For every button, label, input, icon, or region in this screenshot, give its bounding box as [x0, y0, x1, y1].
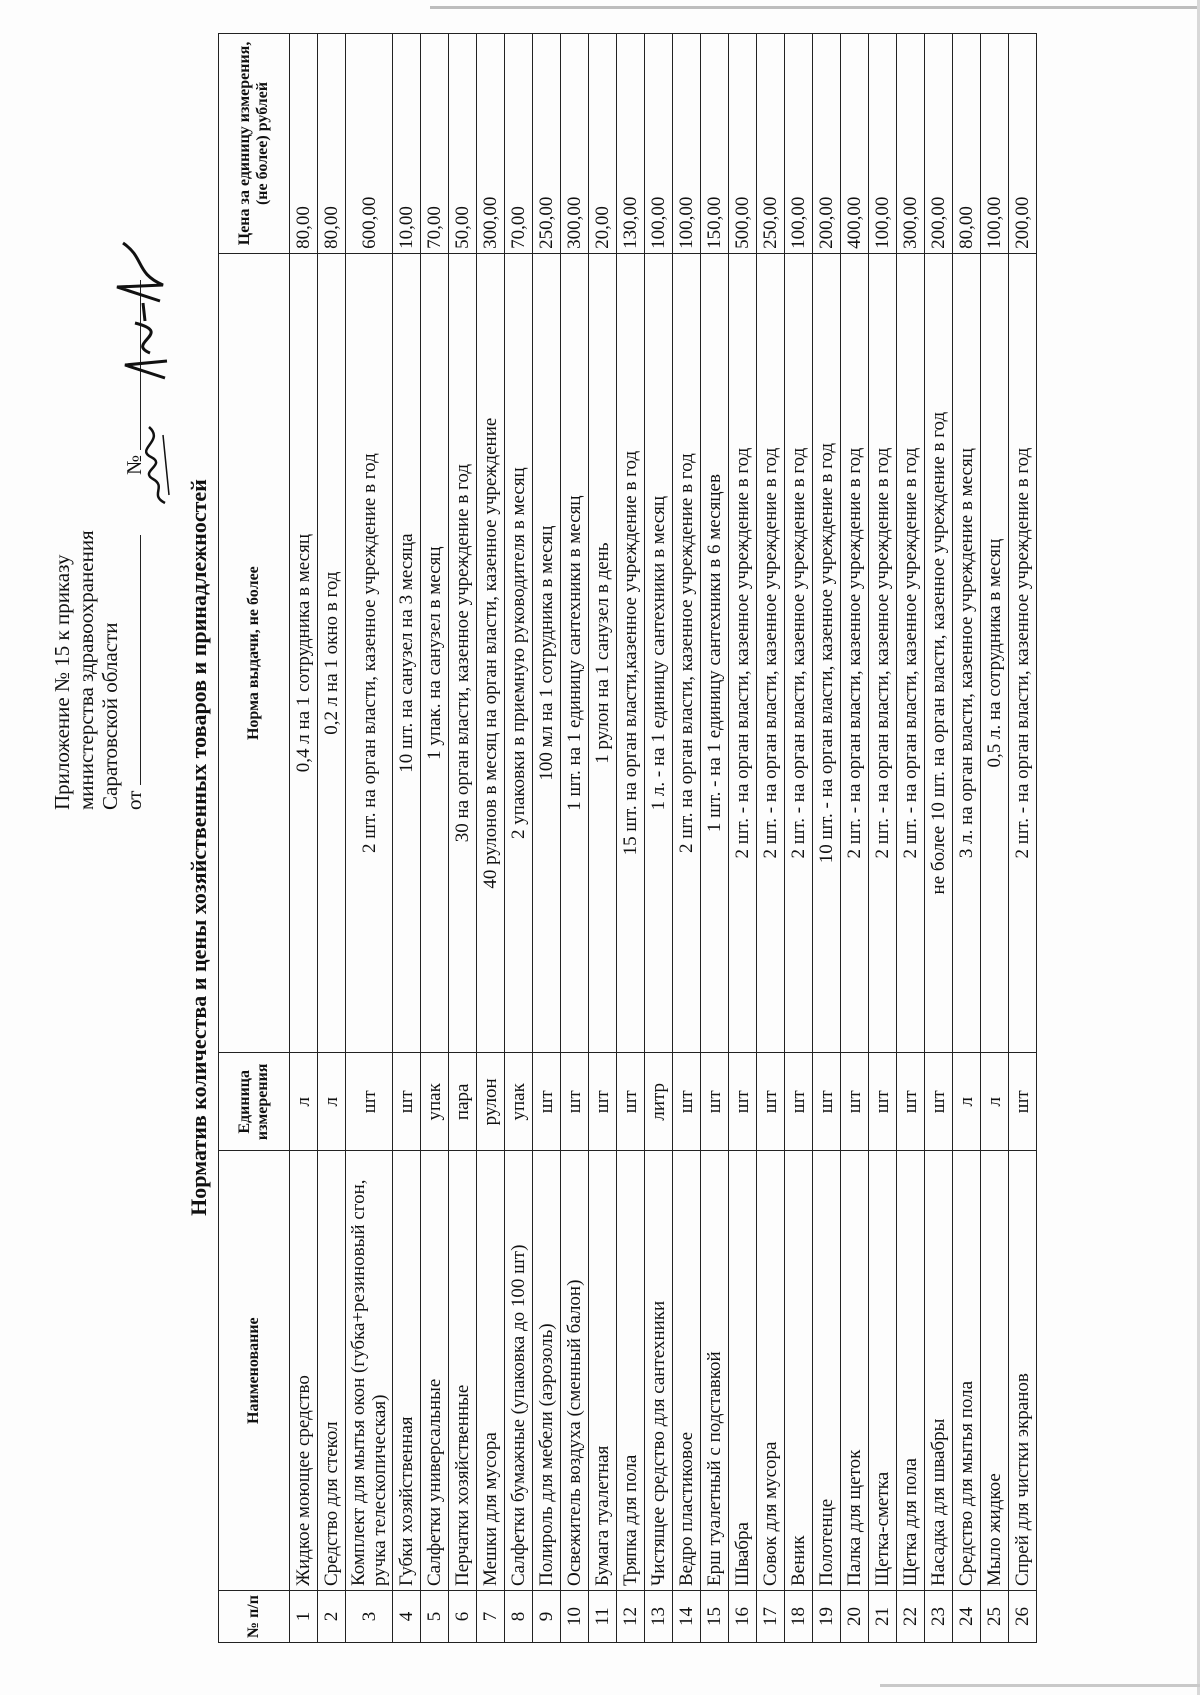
- cell-norm: 2 шт. - на орган власти, казенное учреждение в год: [729, 253, 757, 1052]
- cell-price: 70,00: [505, 34, 533, 254]
- table-row: [617, 34, 645, 1643]
- number-label: №: [122, 454, 146, 475]
- cell-name: Комплект для мытья окон (губка+резиновый сгон, ручка телескопическая): [346, 1151, 393, 1591]
- table-row: [673, 34, 701, 1643]
- document-title: Норматив количества и цены хозяйственных товаров и принадлежностей: [186, 479, 211, 1216]
- cell-name: Ерш туалетный с подставкой: [701, 1151, 729, 1591]
- norms-table: [218, 33, 1037, 1643]
- cell-name: Швабра: [729, 1151, 757, 1591]
- cell-number: 12: [617, 1591, 645, 1643]
- cell-name: Палка для щеток: [841, 1151, 869, 1591]
- cell-unit: л: [981, 1053, 1009, 1151]
- cell-price: 200,00: [925, 34, 953, 254]
- cell-number: 26: [1009, 1591, 1037, 1643]
- cell-number: 2: [318, 1591, 346, 1643]
- cell-unit: шт: [701, 1053, 729, 1151]
- cell-unit: литр: [645, 1053, 673, 1151]
- cell-price: 400,00: [841, 34, 869, 254]
- cell-norm: 2 шт. на орган власти, казенное учреждение в год: [346, 253, 393, 1052]
- cell-norm: 1 шт. на 1 единицу сантехники в месяц: [561, 253, 589, 1052]
- cell-price: 50,00: [449, 34, 477, 254]
- table-row: [813, 34, 841, 1643]
- header-number: № п/п: [219, 1591, 290, 1643]
- cell-number: 14: [673, 1591, 701, 1643]
- cell-price: 500,00: [729, 34, 757, 254]
- cell-price: 10,00: [393, 34, 421, 254]
- cell-unit: шт: [533, 1053, 561, 1151]
- cell-name: Бумага туалетная: [589, 1151, 617, 1591]
- cell-price: 150,00: [701, 34, 729, 254]
- cell-price: 250,00: [757, 34, 785, 254]
- cell-unit: шт: [841, 1053, 869, 1151]
- cell-number: 10: [561, 1591, 589, 1643]
- cell-number: 21: [869, 1591, 897, 1643]
- cell-norm: 2 шт. на орган власти, казенное учреждение в год: [673, 253, 701, 1052]
- cell-price: 80,00: [290, 34, 318, 254]
- cell-unit: рулон: [477, 1053, 505, 1151]
- cell-number: 7: [477, 1591, 505, 1643]
- handwritten-number-signature: [105, 233, 185, 383]
- cell-number: 18: [785, 1591, 813, 1643]
- cell-name: Перчатки хозяйственные: [449, 1151, 477, 1591]
- cell-unit: шт: [1009, 1053, 1037, 1151]
- cell-norm: 2 шт. - на орган власти, казенное учреждение в год: [869, 253, 897, 1052]
- table-row: [757, 34, 785, 1643]
- cell-norm: 0,4 л на 1 сотрудника в месяц: [290, 253, 318, 1052]
- cell-norm: 1 рулон на 1 санузел в день: [589, 253, 617, 1052]
- cell-unit: шт: [757, 1053, 785, 1151]
- cell-norm: не более 10 шт. на орган власти, казенное учреждение в год: [925, 253, 953, 1052]
- cell-price: 300,00: [897, 34, 925, 254]
- cell-number: 23: [925, 1591, 953, 1643]
- cell-norm: 0,5 л. на сотрудника в месяц: [981, 253, 1009, 1052]
- cell-norm: 1 л. - на 1 единицу сантехники в месяц: [645, 253, 673, 1052]
- cell-norm: 1 шт. - на 1 единицу сантехники в 6 месяцев: [701, 253, 729, 1052]
- cell-norm: 10 шт. - на орган власти, казенное учреждение в год: [813, 253, 841, 1052]
- cell-name: Полироль для мебели (аэрозоль): [533, 1151, 561, 1591]
- table-row: [477, 34, 505, 1643]
- cell-unit: л: [290, 1053, 318, 1151]
- cell-unit: л: [953, 1053, 981, 1151]
- header-unit: Единица измерения: [219, 1053, 290, 1151]
- cell-name: Совок для мусора: [757, 1151, 785, 1591]
- cell-norm: 2 шт. - на орган власти, казенное учреждение в год: [897, 253, 925, 1052]
- handwritten-date-signature: [145, 425, 171, 505]
- appendix-line-1: Приложение № 15 к приказу: [50, 554, 74, 810]
- cell-unit: упак: [421, 1053, 449, 1151]
- cell-name: Салфетки универсальные: [421, 1151, 449, 1591]
- table-row: [701, 34, 729, 1643]
- cell-name: Щетка-сметка: [869, 1151, 897, 1591]
- cell-price: 100,00: [785, 34, 813, 254]
- table-header-row: [219, 34, 290, 1643]
- cell-norm: 1 упак. на санузел в месяц: [421, 253, 449, 1052]
- cell-number: 8: [505, 1591, 533, 1643]
- table-row: [645, 34, 673, 1643]
- cell-unit: шт: [897, 1053, 925, 1151]
- cell-norm: 30 на орган власти, казенное учреждение в год: [449, 253, 477, 1052]
- cell-number: 19: [813, 1591, 841, 1643]
- cell-price: 130,00: [617, 34, 645, 254]
- cell-unit: шт: [673, 1053, 701, 1151]
- cell-price: 300,00: [561, 34, 589, 254]
- cell-price: 250,00: [533, 34, 561, 254]
- cell-price: 70,00: [421, 34, 449, 254]
- cell-unit: шт: [869, 1053, 897, 1151]
- table-row: [346, 34, 393, 1643]
- cell-price: 600,00: [346, 34, 393, 254]
- cell-price: 100,00: [645, 34, 673, 254]
- table-row: [421, 34, 449, 1643]
- cell-unit: шт: [393, 1053, 421, 1151]
- cell-norm: 2 шт. - на орган власти, казенное учреждение в год: [757, 253, 785, 1052]
- cell-name: Веник: [785, 1151, 813, 1591]
- table-row: [393, 34, 421, 1643]
- cell-unit: шт: [925, 1053, 953, 1151]
- cell-number: 17: [757, 1591, 785, 1643]
- table-row: [1009, 34, 1037, 1643]
- cell-name: Средство для мытья пола: [953, 1151, 981, 1591]
- table-row: [841, 34, 869, 1643]
- table-row: [897, 34, 925, 1643]
- cell-price: 200,00: [1009, 34, 1037, 254]
- cell-norm: 2 шт. - на орган власти, казенное учреждение в год: [1009, 253, 1037, 1052]
- cell-norm: 2 шт. - на орган власти, казенное учреждение в год: [841, 253, 869, 1052]
- cell-name: Насадка для швабры: [925, 1151, 953, 1591]
- table-row: [729, 34, 757, 1643]
- cell-number: 9: [533, 1591, 561, 1643]
- cell-unit: упак: [505, 1053, 533, 1151]
- cell-number: 6: [449, 1591, 477, 1643]
- cell-name: Губки хозяйственная: [393, 1151, 421, 1591]
- table-row: [785, 34, 813, 1643]
- date-field: [122, 535, 141, 785]
- cell-unit: шт: [617, 1053, 645, 1151]
- table-row: [589, 34, 617, 1643]
- cell-name: Тряпка для пола: [617, 1151, 645, 1591]
- cell-unit: л: [318, 1053, 346, 1151]
- cell-name: Мыло жидкое: [981, 1151, 1009, 1591]
- cell-unit: шт: [561, 1053, 589, 1151]
- cell-norm: 100 мл на 1 сотрудника в месяц: [533, 253, 561, 1052]
- cell-number: 5: [421, 1591, 449, 1643]
- cell-unit: пара: [449, 1053, 477, 1151]
- cell-name: Полотенце: [813, 1151, 841, 1591]
- cell-price: 80,00: [318, 34, 346, 254]
- cell-number: 13: [645, 1591, 673, 1643]
- header-price: Цена за единицу измерения, (не более) рублей: [219, 34, 290, 254]
- cell-name: Чистящее средство для сантехники: [645, 1151, 673, 1591]
- cell-norm: 40 рулонов в месяц на орган власти, казенное учреждение: [477, 253, 505, 1052]
- cell-norm: 3 л. на орган власти, казенное учреждение в месяц: [953, 253, 981, 1052]
- table-row: [869, 34, 897, 1643]
- cell-number: 20: [841, 1591, 869, 1643]
- cell-norm: 2 упаковки в приемную руководителя в месяц: [505, 253, 533, 1052]
- cell-price: 100,00: [673, 34, 701, 254]
- appendix-line-2: министерства здравоохранения: [74, 530, 98, 810]
- cell-name: Спрей для чистки экранов: [1009, 1151, 1037, 1591]
- cell-price: 80,00: [953, 34, 981, 254]
- header-norm: Норма выдачи, не более: [219, 253, 290, 1052]
- table-row: [953, 34, 981, 1643]
- table-row: [533, 34, 561, 1643]
- cell-price: 100,00: [981, 34, 1009, 254]
- cell-name: Освежитель воздуха (сменный балон): [561, 1151, 589, 1591]
- table-row: [981, 34, 1009, 1643]
- table-row: [449, 34, 477, 1643]
- cell-norm: 0,2 л на 1 окно в год: [318, 253, 346, 1052]
- cell-number: 22: [897, 1591, 925, 1643]
- table-row: [561, 34, 589, 1643]
- cell-norm: 10 шт. на санузел на 3 месяца: [393, 253, 421, 1052]
- cell-price: 100,00: [869, 34, 897, 254]
- cell-norm: 2 шт. - на орган власти, казенное учреждение в год: [785, 253, 813, 1052]
- cell-unit: шт: [785, 1053, 813, 1151]
- cell-number: 3: [346, 1591, 393, 1643]
- cell-unit: шт: [813, 1053, 841, 1151]
- cell-name: Щетка для пола: [897, 1151, 925, 1591]
- cell-number: 16: [729, 1591, 757, 1643]
- cell-number: 11: [589, 1591, 617, 1643]
- appendix-line-3: Саратовской области: [98, 622, 122, 810]
- cell-name: Жидкое моющее средство: [290, 1151, 318, 1591]
- table-row: [318, 34, 346, 1643]
- cell-number: 4: [393, 1591, 421, 1643]
- cell-price: 200,00: [813, 34, 841, 254]
- cell-name: Ведро пластиковое: [673, 1151, 701, 1591]
- cell-number: 25: [981, 1591, 1009, 1643]
- cell-unit: шт: [729, 1053, 757, 1151]
- from-label: от: [122, 790, 146, 810]
- cell-number: 24: [953, 1591, 981, 1643]
- cell-price: 300,00: [477, 34, 505, 254]
- cell-name: Мешки для мусора: [477, 1151, 505, 1591]
- cell-price: 20,00: [589, 34, 617, 254]
- table-row: [925, 34, 953, 1643]
- header-name: Наименование: [219, 1151, 290, 1591]
- table-row: [505, 34, 533, 1643]
- cell-norm: 15 шт. на орган власти,казенное учреждение в год: [617, 253, 645, 1052]
- cell-number: 1: [290, 1591, 318, 1643]
- cell-number: 15: [701, 1591, 729, 1643]
- cell-unit: шт: [346, 1053, 393, 1151]
- cell-name: Средство для стекол: [318, 1151, 346, 1591]
- table-row: [290, 34, 318, 1643]
- cell-unit: шт: [589, 1053, 617, 1151]
- cell-name: Салфетки бумажные (упаковка до 100 шт): [505, 1151, 533, 1591]
